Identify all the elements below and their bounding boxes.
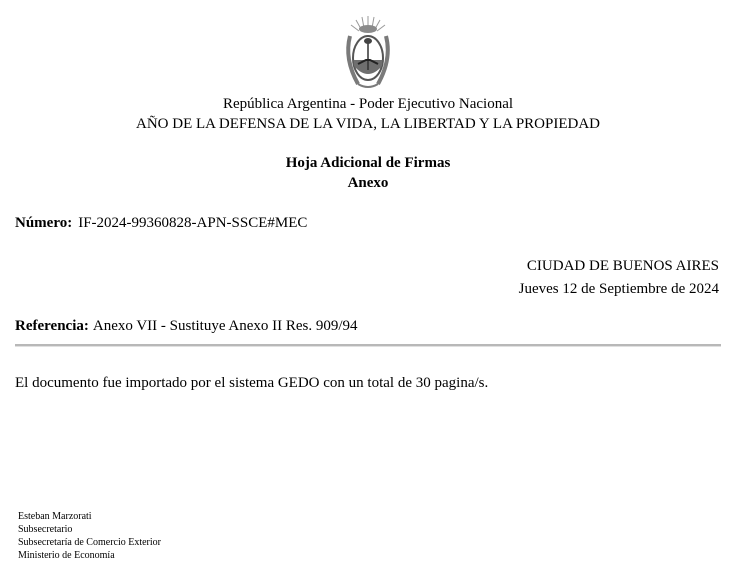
signer-role: Subsecretario <box>18 524 73 535</box>
city: CIUDAD DE BUENOS AIRES <box>526 258 719 274</box>
document-number-row <box>15 215 307 232</box>
document-title: Hoja Adicional de Firmas <box>285 155 451 171</box>
reference-row <box>15 318 358 335</box>
signer-office: Subsecretaría de Comercio Exterior <box>18 537 161 548</box>
document-number-value: IF-2024-99360828-APN-SSCE#MEC <box>78 215 308 231</box>
document-number-label: Número: <box>15 215 73 231</box>
divider <box>15 344 721 347</box>
argentina-coat-of-arms-icon <box>340 14 396 94</box>
document-date: Jueves 12 de Septiembre de 2024 <box>518 281 719 297</box>
body-text: El documento fue importado por el sistema GEDO con un total de 30 pagina/s. <box>15 375 489 391</box>
signer-name: Esteban Marzorati <box>18 511 92 522</box>
year-motto: AÑO DE LA DEFENSA DE LA VIDA, LA LIBERTAD Y LA PROPIEDAD <box>135 116 600 132</box>
signature-block <box>18 510 161 562</box>
government-heading: República Argentina - Poder Ejecutivo Nacional <box>222 96 514 112</box>
reference-label: Referencia: <box>15 318 89 334</box>
document-subtitle: Anexo <box>347 175 389 191</box>
reference-value: Anexo VII - Sustituye Anexo II Res. 909/94 <box>92 318 358 334</box>
signer-ministry: Ministerio de Economía <box>18 550 115 561</box>
